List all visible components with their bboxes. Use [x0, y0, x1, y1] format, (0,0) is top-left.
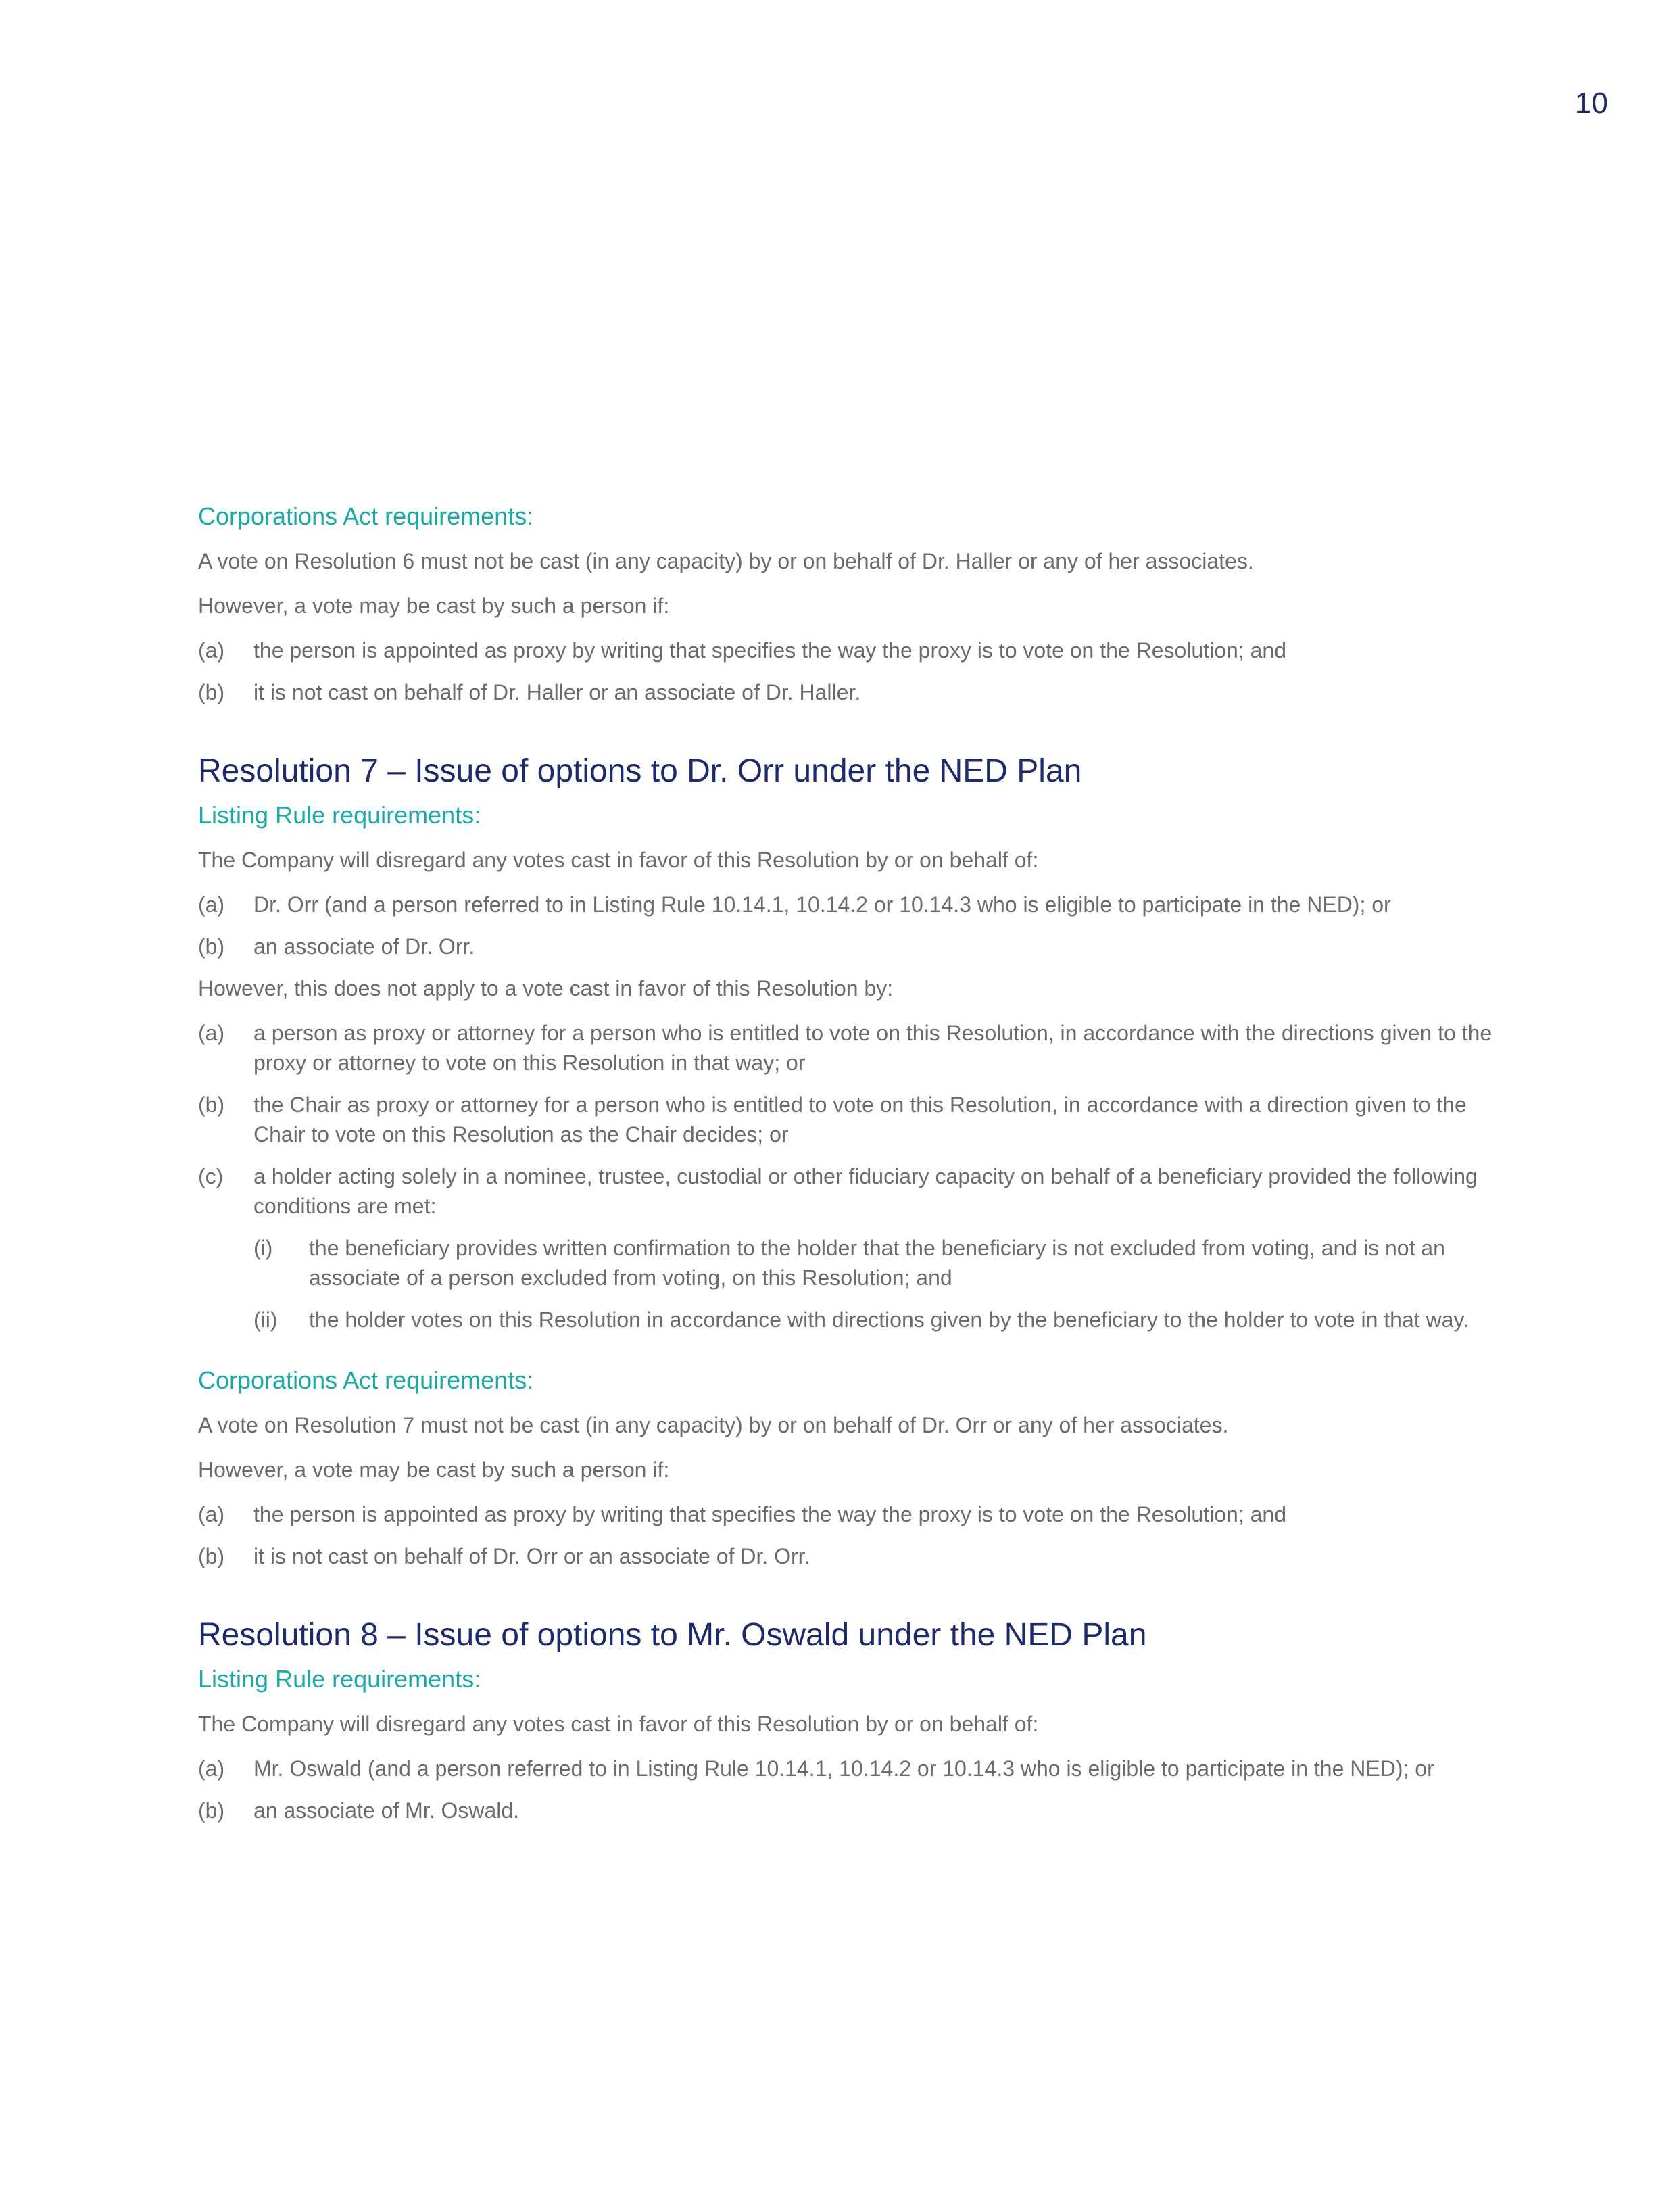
- res7-lr-list-2: [198, 1018, 1523, 1335]
- res7-lr-paragraph-1: The Company will disregard any votes cast in favor of this Resolution by or on behalf of:: [198, 848, 1039, 872]
- list-item-text: an associate of Mr. Oswald.: [253, 1798, 520, 1823]
- res7-corporations-act-title: Corporations Act requirements:: [198, 1366, 534, 1394]
- ca6-paragraph-1: A vote on Resolution 6 must not be cast (in any capacity) by or on behalf of Dr. Haller or any of her associates.: [198, 549, 1254, 573]
- res7-ca-paragraph-2: However, a vote may be cast by such a person if:: [198, 1458, 670, 1482]
- res7-listing-rule-title: Listing Rule requirements:: [198, 801, 481, 829]
- list-item-label: (b): [198, 934, 225, 959]
- ca6-paragraph-2: However, a vote may be cast by such a person if:: [198, 594, 670, 618]
- list-item: [198, 1499, 1523, 1529]
- res7-lr-list: [198, 890, 1523, 961]
- list-item: [198, 890, 1523, 919]
- list-item: [198, 1796, 1523, 1825]
- res7-lr-sub-list: [253, 1233, 1523, 1335]
- list-item-label: (i): [253, 1236, 273, 1260]
- list-item: [253, 1305, 1523, 1335]
- list-item: [198, 1161, 1523, 1221]
- list-item: [253, 1233, 1523, 1293]
- list-item-label: (a): [198, 1021, 225, 1045]
- list-item: [198, 677, 1523, 707]
- list-item-label: (a): [198, 892, 225, 917]
- list-item-label: (c): [198, 1164, 224, 1188]
- list-item-text: the beneficiary provides written confirmation to the holder that the beneficiary is not excluded from voting, and is not an associate of a person excluded from voting, on this Resolution; and: [309, 1236, 1445, 1290]
- list-item-label: (a): [198, 1756, 225, 1781]
- ca6-title: Corporations Act requirements:: [198, 502, 534, 530]
- list-item-label: (b): [198, 1798, 225, 1823]
- list-item-text: a person as proxy or attorney for a person who is entitled to vote on this Resolution, in accordance with the directions given to the proxy or attorney to vote on this Resolution in that way; or: [253, 1021, 1492, 1075]
- list-item-label: (ii): [253, 1307, 278, 1332]
- res8-listing-rule-title: Listing Rule requirements:: [198, 1665, 481, 1693]
- list-item: [198, 1541, 1523, 1571]
- page-number: 10: [1575, 87, 1608, 120]
- list-item-label: (a): [198, 638, 225, 663]
- list-item-text: it is not cast on behalf of Dr. Haller or an associate of Dr. Haller.: [253, 680, 861, 704]
- list-item-text: the Chair as proxy or attorney for a person who is entitled to vote on this Resolution, in accordance with a direction given to the Chair to vote on this Resolution as the Chair decides; or: [253, 1092, 1467, 1147]
- resolution-8-heading: Resolution 8 – Issue of options to Mr. Oswald under the NED Plan: [198, 1617, 1147, 1653]
- list-item-label: (b): [198, 1544, 225, 1568]
- list-item: [198, 635, 1523, 665]
- ca6-list: [198, 635, 1523, 707]
- res7-lr-paragraph-2: However, this does not apply to a vote cast in favor of this Resolution by:: [198, 976, 894, 1001]
- list-item-text: Mr. Oswald (and a person referred to in Listing Rule 10.14.1, 10.14.2 or 10.14.3 who is eligible to participate in the NED); or: [253, 1756, 1434, 1781]
- list-item-label: (a): [198, 1502, 225, 1526]
- list-item-text: Dr. Orr (and a person referred to in Listing Rule 10.14.1, 10.14.2 or 10.14.3 who is eligible to participate in the NED); or: [253, 892, 1391, 917]
- res7-ca-list: [198, 1499, 1523, 1571]
- list-item-text: the person is appointed as proxy by writing that specifies the way the proxy is to vote on the Resolution; and: [253, 638, 1286, 663]
- list-item-label: (b): [198, 680, 225, 704]
- res8-lr-list: [198, 1754, 1523, 1825]
- list-item: [198, 1090, 1523, 1149]
- res7-ca-paragraph-1: A vote on Resolution 7 must not be cast (in any capacity) by or on behalf of Dr. Orr or any of her associates.: [198, 1413, 1229, 1437]
- list-item-label: (b): [198, 1092, 225, 1117]
- list-item-text: an associate of Dr. Orr.: [253, 934, 475, 959]
- document-body: [198, 500, 1523, 1837]
- list-item-text: the person is appointed as proxy by writing that specifies the way the proxy is to vote on the Resolution; and: [253, 1502, 1286, 1526]
- list-item-text: a holder acting solely in a nominee, trustee, custodial or other fiduciary capacity on behalf of a beneficiary provided the following conditions are met:: [253, 1164, 1478, 1218]
- list-item: [198, 1754, 1523, 1783]
- list-item: [198, 1018, 1523, 1078]
- list-item-text: it is not cast on behalf of Dr. Orr or an associate of Dr. Orr.: [253, 1544, 810, 1568]
- list-item: [198, 932, 1523, 961]
- resolution-7-heading: Resolution 7 – Issue of options to Dr. Orr under the NED Plan: [198, 753, 1082, 789]
- res8-lr-paragraph-1: The Company will disregard any votes cast in favor of this Resolution by or on behalf of:: [198, 1712, 1039, 1736]
- list-item-text: the holder votes on this Resolution in accordance with directions given by the beneficiary to the holder to vote in that way.: [309, 1307, 1469, 1332]
